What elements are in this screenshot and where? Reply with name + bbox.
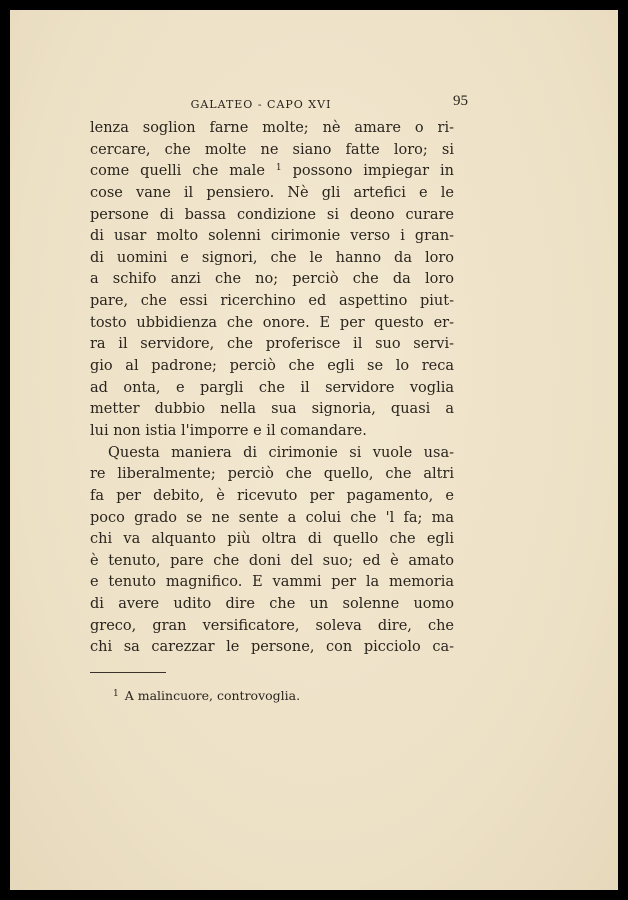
text-line: greco, gran versificatore, soleva dire, che xyxy=(90,617,454,634)
page-number: 95 xyxy=(453,93,468,109)
paragraph-start-line: Questa maniera di cirimonie si vuole usa- xyxy=(108,444,454,461)
text-line: poco grado se ne sente a colui che 'l fa; ma xyxy=(90,509,454,526)
text-line: e tenuto magnifico. E vammi per la memoria xyxy=(90,574,454,591)
text-line: cercare, che molte ne siano fatte loro; si xyxy=(90,141,454,158)
text-line: a schifo anzi che no; perciò che da loro xyxy=(90,271,454,288)
footnote-rule xyxy=(90,672,166,673)
text-line: di usar molto solenni cirimonie verso i gran- xyxy=(90,228,454,245)
text-line-head: come quelli che male xyxy=(90,163,265,180)
text-line: ad onta, e pargli che il servidore voglia xyxy=(90,379,454,396)
text-line: è tenuto, pare che doni del suo; ed è amato xyxy=(90,552,454,569)
text-line: chi sa carezzar le persone, con picciolo ca- xyxy=(90,639,454,656)
text-line: re liberalmente; perciò che quello, che altri xyxy=(90,466,454,483)
text-line-tail: possono impiegar in xyxy=(292,163,454,180)
footnote-text: A malincuore, controvoglia. xyxy=(124,688,301,703)
text-line: cose vane il pensiero. Nè gli artefici e le xyxy=(90,184,454,201)
running-title: GALATEO - CAPO XVI xyxy=(190,98,332,111)
text-line: metter dubbio nella sua signoria, quasi a xyxy=(90,401,454,418)
text-line: gio al padrone; perciò che egli se lo reca xyxy=(90,358,454,375)
body-text xyxy=(90,118,454,659)
text-line: pare, che essi ricerchino ed aspettino piut- xyxy=(90,293,454,310)
text-line: fa per debito, è ricevuto per pagamento, e xyxy=(90,487,454,504)
text-line-with-footnote-ref xyxy=(90,161,454,183)
footnote-mark: 1 xyxy=(113,689,119,699)
running-head xyxy=(90,90,468,114)
text-line: ra il servidore, che proferisce il suo servi- xyxy=(90,336,454,353)
footnote xyxy=(113,688,300,703)
text-line: di avere udito dire che un solenne uomo xyxy=(90,596,454,613)
book-page xyxy=(10,10,618,890)
text-line: tosto ubbidienza che onore. E per questo er- xyxy=(90,314,454,331)
text-line: persone di bassa condizione si deono curare xyxy=(90,206,454,223)
footnote-reference: 1 xyxy=(275,163,282,174)
text-line: di uomini e signori, che le hanno da loro xyxy=(90,249,454,266)
text-line: chi va alquanto più oltra di quello che egli xyxy=(90,531,454,548)
text-line: lenza soglion farne molte; nè amare o ri- xyxy=(90,120,454,136)
paragraph-end-line: lui non istia l'imporre e il comandare. xyxy=(90,422,367,439)
